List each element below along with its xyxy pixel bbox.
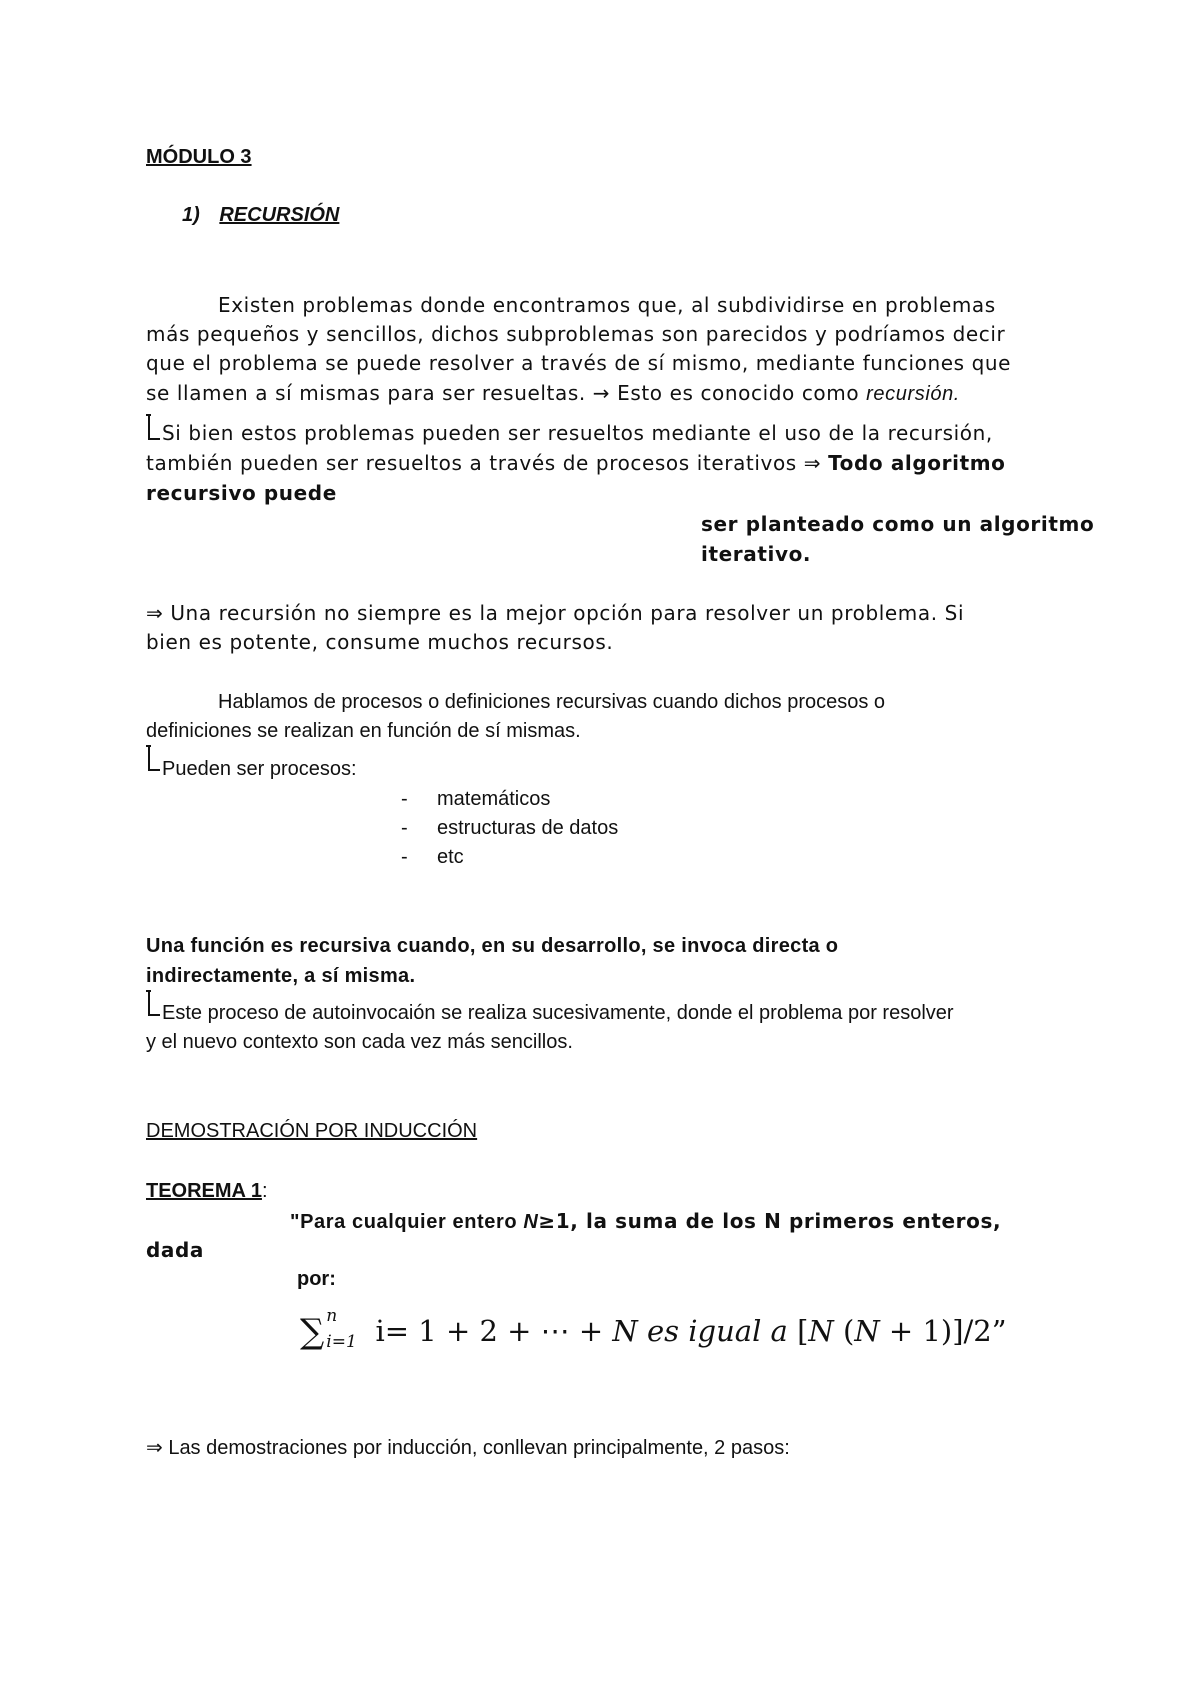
formula-body-g: + 1)]/2” [879, 1314, 1007, 1348]
para1-line3: que el problema se puede resolver a través de sí mismo, mediante funciones que [146, 351, 1012, 375]
formula-body-a: i= 1 + 2 + ⋯ + [366, 1314, 613, 1348]
sigma-symbol: ∑ [300, 1312, 325, 1352]
formula-body-b: N es igual a [612, 1314, 788, 1348]
list-bullet: - [401, 846, 408, 868]
theorem-line1-a: "Para cualquier entero [290, 1211, 524, 1233]
sum-lower-limit: i=1 [326, 1332, 357, 1352]
para1-line2: más pequeños y sencillos, dichos subproblemas son parecidos y podríamos decir [146, 322, 1006, 346]
bracket-arrow-icon [146, 745, 160, 771]
para2-bold-2: recursivo puede [146, 481, 337, 505]
list-item [401, 788, 551, 811]
bracket-arrow-icon [146, 990, 160, 1016]
para4-line1: Hablamos de procesos o definiciones recursivas cuando dichos procesos o [218, 691, 886, 713]
list-item-text: etc [437, 846, 464, 868]
para2-line1: Si bien estos problemas pueden ser resueltos mediante el uso de la recursión, [162, 421, 993, 445]
para2-bold-4: iterativo. [701, 542, 812, 566]
theorem-line1-b: ≥1 [538, 1209, 571, 1233]
section-title: RECURSIÓN [219, 204, 340, 226]
theorem-line1-c: , la suma de los N primeros enteros, [570, 1209, 1002, 1233]
module-title: MÓDULO 3 [146, 146, 252, 168]
theorem-line3: por: [297, 1268, 336, 1290]
section-heading [182, 204, 339, 227]
list-bullet: - [401, 788, 408, 810]
para1-line1: Existen problemas donde encontramos que, al subdividirse en problemas [218, 293, 996, 317]
para2-bold-1: Todo algoritmo [828, 451, 1006, 475]
para2-bold-3: ser planteado como un algoritmo [701, 512, 1095, 536]
last-line: ⇒ Las demostraciones por inducción, conllevan principalmente, 2 pasos: [146, 1437, 790, 1459]
para2-line2-text: también pueden ser resueltos a través de procesos iterativos ⇒ [146, 451, 829, 475]
formula-body-f: N [854, 1314, 880, 1348]
sum-upper-limit: n [326, 1306, 338, 1326]
list-item [401, 846, 464, 869]
recursion-term: recursión. [866, 383, 960, 405]
para3-line1: ⇒ Una recursión no siempre es la mejor opción para resolver un problema. Si [146, 601, 965, 625]
theorem-colon: : [261, 1180, 268, 1202]
sum-formula [300, 1306, 1007, 1356]
theorem-title: TEOREMA 1 [146, 1180, 262, 1202]
para5-bold-2: indirectamente, a sí misma. [146, 965, 416, 987]
para4-line3: Pueden ser procesos: [162, 758, 357, 780]
para1-line4-text: se llamen a sí mismas para ser resueltas. → Esto es conocido como [146, 381, 867, 405]
list-item-text: estructuras de datos [437, 817, 619, 839]
para1-line4 [146, 381, 960, 406]
list-bullet: - [401, 817, 408, 839]
theorem-var-n: N [523, 1211, 539, 1233]
para5-line4: y el nuevo contexto son cada vez más sencillos. [146, 1031, 573, 1053]
bracket-arrow-icon [146, 414, 160, 440]
para3-line2: bien es potente, consume muchos recursos. [146, 630, 614, 654]
section-number: 1) [182, 204, 200, 226]
para5-bold-1: Una función es recursiva cuando, en su desarrollo, se invoca directa o [146, 935, 839, 957]
formula-body-d: N [808, 1314, 834, 1348]
theorem-line1 [290, 1209, 1001, 1234]
theorem-label [146, 1180, 268, 1203]
para4-line2: definiciones se realizan en función de sí mismas. [146, 720, 581, 742]
formula-body-e: ( [833, 1314, 855, 1348]
formula-body-c: [ [787, 1314, 809, 1348]
demo-heading: DEMOSTRACIÓN POR INDUCCIÓN [146, 1120, 478, 1142]
para2-line2 [146, 451, 1006, 475]
theorem-line2: dada [146, 1238, 205, 1262]
para5-line3: Este proceso de autoinvocaión se realiza sucesivamente, donde el problema por resolver [162, 1002, 954, 1024]
list-item [401, 817, 619, 840]
list-item-text: matemáticos [437, 788, 551, 810]
